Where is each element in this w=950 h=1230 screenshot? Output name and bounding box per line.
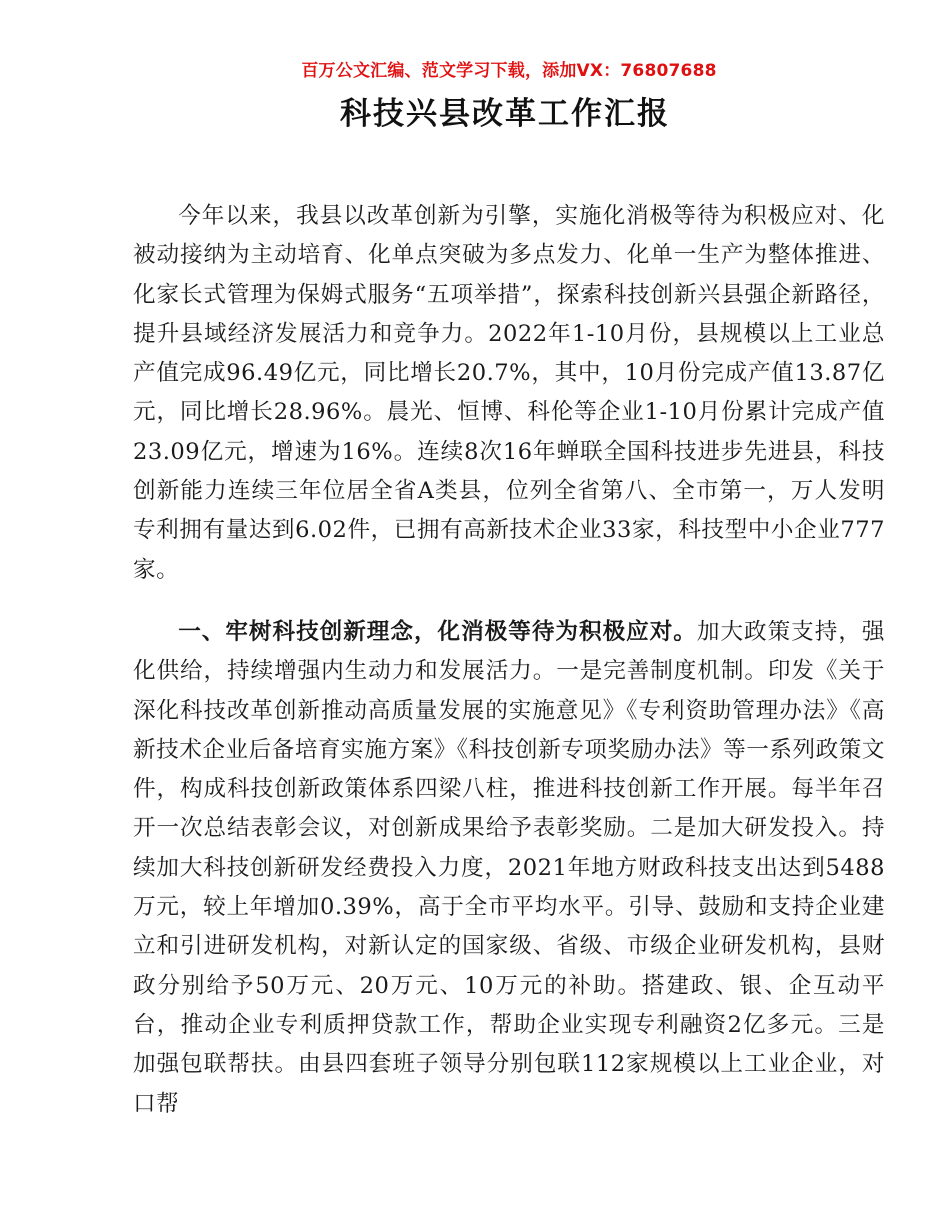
watermark-text: 百万公文汇编、范文学习下载，添加VX：76807688	[301, 61, 717, 81]
document-title: 科技兴县改革工作汇报	[340, 96, 670, 132]
paragraph-intro	[133, 197, 885, 590]
section-one-heading: 一、牢树科技创新理念，化消极等待为积极应对。	[178, 619, 697, 645]
paragraph-section-one	[133, 613, 885, 1124]
paragraph-intro-text: 今年以来，我县以改革创新为引擎，实施化消极等待为积极应对、化被动接纳为主动培育、化单点突破为多点发力、化单一生产为整体推进、化家长式管理为保姆式服务“五项举措”，探索科技创新兴县强企新路径，提升县域经济发展活力和竞争力。2022年1-10月份，县规模以上工业总产值完成96.49亿元，同比增长20.7%，其中，10月份完成产值13.87亿元，同比增长28.96%。晨光、恒博、科伦等企业1-10月份累计完成产值23.09亿元，增速为16%。连续8次16年蝉联全国科技进步先进县，科技创新能力连续三年位居全省A类县，位列全省第八、全市第一，万人发明专利拥有量达到6.02件，已拥有高新技术企业33家，科技型中小企业777家。	[133, 203, 885, 583]
section-one-text: 加大政策支持，强化供给，持续增强内生动力和发展活力。一是完善制度机制。印发《关于深化科技改革创新推动高质量发展的实施意见》《专利资助管理办法》《高新技术企业后备培育实施方案》《科技创新专项奖励办法》等一系列政策文件，构成科技创新政策体系四梁八柱，推进科技创新工作开展。每半年召开一次总结表彰会议，对创新成果给予表彰奖励。二是加大研发投入。持续加大科技创新研发经费投入力度，2021年地方财政科技支出达到5488万元，较上年增加0.39%，高于全市平均水平。引导、鼓励和支持企业建立和引进研发机构，对新认定的国家级、省级、市级企业研发机构，县财政分别给予50万元、20万元、10万元的补助。搭建政、银、企互动平台，推动企业专利质押贷款工作，帮助企业实现专利融资2亿多元。三是加强包联帮扶。由县四套班子领导分别包联112家规模以上工业企业，对口帮	[133, 619, 886, 1117]
